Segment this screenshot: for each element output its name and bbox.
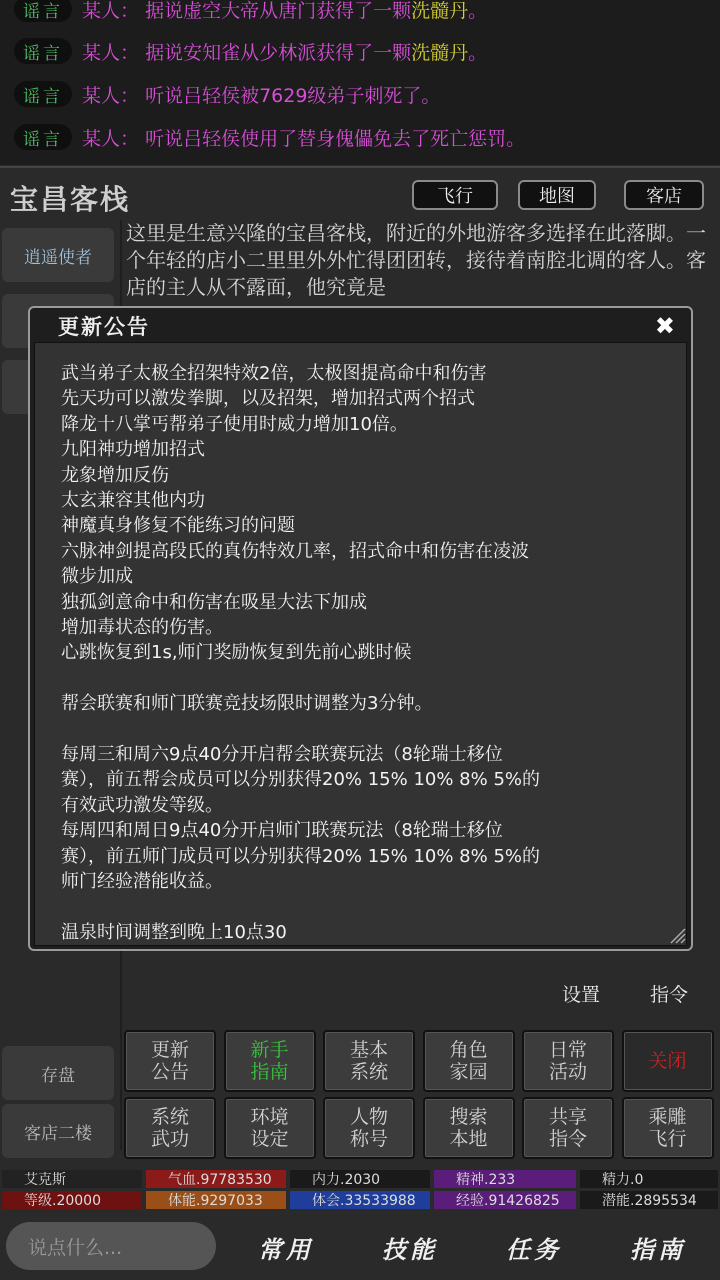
rumor-text: 听说吕轻侯使用了替身傀儡免去了死亡惩罚。 xyxy=(145,127,526,150)
dialog-body xyxy=(34,342,687,946)
location-description: 这里是生意兴隆的宝昌客栈，附近的外地游客多选择在此落脚。一个年轻的店小二里里外外忙得团团转，接待着南腔北调的客人。客店的主人从不露面，他究竟是 xyxy=(126,221,706,299)
chat-input[interactable]: 说点什么... xyxy=(6,1222,216,1270)
character-home-button[interactable]: 角色 家园 xyxy=(423,1030,515,1092)
rumor-speaker: 某人： xyxy=(82,0,140,22)
location-title: 宝昌客栈 xyxy=(10,183,131,216)
announcement-line: 有效武功激发等级。 xyxy=(61,794,223,816)
search-local-button[interactable]: 搜索 本地 xyxy=(423,1097,515,1159)
nav-skills[interactable]: 技能 xyxy=(382,1236,438,1264)
announcement-line: 九阳神功增加招式 xyxy=(61,439,205,461)
qianneng-stat: 潜能.2895534 xyxy=(580,1191,718,1209)
rumor-item-name: 洗髓丹 xyxy=(411,41,469,64)
announcement-line: 赛），前五师门成员可以分别获得20% 15% 10% 8% 5%的 xyxy=(61,845,541,867)
close-icon[interactable]: ✖ xyxy=(654,312,675,340)
tihui-stat: 体会.33533988 xyxy=(290,1191,430,1209)
announcement-line: 太玄兼容其他内功 xyxy=(61,490,205,512)
rumor-tag: 谣言 xyxy=(14,0,72,22)
close-button[interactable]: 关闭 xyxy=(622,1030,714,1092)
environment-settings-button[interactable]: 环境 设定 xyxy=(224,1097,316,1159)
announcement-line: 微步加成 xyxy=(61,566,133,588)
nav-common[interactable]: 常用 xyxy=(258,1236,314,1264)
upstairs-button[interactable]: 客店二楼 xyxy=(2,1104,114,1158)
save-button[interactable]: 存盘 xyxy=(2,1046,114,1100)
basic-system-button[interactable]: 基本 系统 xyxy=(323,1030,415,1092)
rumor-item: 谣言 某人： 据说虚空大帝从唐门获得了一颗洗髓丹。 xyxy=(14,0,487,24)
rumor-feed xyxy=(0,0,720,165)
rumor-item xyxy=(14,122,525,152)
announcement-line: 独孤剑意命中和伤害在吸星大法下加成 xyxy=(61,591,367,613)
spacer xyxy=(61,717,686,742)
rumor-speaker: 某人： xyxy=(82,84,140,107)
daily-activity-button[interactable]: 日常 活动 xyxy=(522,1030,614,1092)
rumor-tag: 谣言 xyxy=(14,124,72,150)
newbie-guide-button[interactable]: 新手 指南 xyxy=(224,1030,316,1092)
system-skills-button[interactable]: 系统 武功 xyxy=(124,1097,216,1159)
rumor-item xyxy=(14,79,440,109)
npc-button[interactable]: 逍遥使者 xyxy=(2,228,114,282)
nav-tasks[interactable]: 任务 xyxy=(506,1236,562,1264)
player-name: 艾克斯 xyxy=(2,1170,142,1188)
announcement-line: 心跳恢复到1s,师门奖励恢复到先前心跳时候 xyxy=(61,642,412,664)
character-title-button[interactable]: 人物 称号 xyxy=(323,1097,415,1159)
announcement-line: 武当弟子太极全招架特效2倍，太极图提高命中和伤害 xyxy=(61,363,487,384)
neili-stat: 内力.2030 xyxy=(290,1170,430,1188)
jingli-stat: 精力.0 xyxy=(580,1170,718,1188)
eagle-flight-button[interactable]: 乘雕 飞行 xyxy=(622,1097,714,1159)
rumor-item: 谣言 某人： 据说安知雀从少林派获得了一颗洗髓丹。 xyxy=(14,36,487,66)
fly-button[interactable]: 飞行 xyxy=(412,180,498,210)
announcement-line: 温泉时间调整到晚上10点30 xyxy=(61,921,287,943)
jingshen-stat: 精神.233 xyxy=(434,1170,576,1188)
inn-button[interactable]: 客店 xyxy=(624,180,704,210)
rumor-text: 听说吕轻侯被7629级弟子刺死了。 xyxy=(145,84,441,107)
nav-guide[interactable]: 指南 xyxy=(630,1236,686,1264)
update-notice-button[interactable]: 更新 公告 xyxy=(124,1030,216,1092)
announcement-line: 降龙十八掌丐帮弟子使用时威力增加10倍。 xyxy=(61,413,408,435)
rumor-tag: 谣言 xyxy=(14,81,72,107)
tineng-stat: 体能.9297033 xyxy=(146,1191,286,1209)
resize-handle-icon[interactable] xyxy=(667,925,687,945)
rumor-text: 据说虚空大帝从唐门获得了一颗 xyxy=(145,0,412,22)
hp-stat: 气血.97783530 xyxy=(146,1170,286,1188)
map-button[interactable]: 地图 xyxy=(518,180,596,210)
announcement-line: 先天功可以激发拳脚，以及招架，增加招式两个招式 xyxy=(61,388,475,410)
announcement-line: 帮会联赛和师门联赛竞技场限时调整为3分钟。 xyxy=(61,693,433,715)
rumor-tag: 谣言 xyxy=(14,38,72,64)
announcement-line: 师门经验潜能收益。 xyxy=(61,871,223,893)
spacer xyxy=(61,895,686,920)
announcement-dialog xyxy=(28,306,693,951)
shared-command-button[interactable]: 共享 指令 xyxy=(522,1097,614,1159)
settings-button[interactable]: 设置 xyxy=(562,984,601,1006)
spacer xyxy=(61,666,686,691)
announcement-line: 每周三和周六9点40分开启帮会联赛玩法（8轮瑞士移位 xyxy=(61,744,503,766)
announcement-line: 赛），前五帮会成员可以分别获得20% 15% 10% 8% 5%的 xyxy=(61,769,541,791)
exp-stat: 经验.91426825 xyxy=(434,1191,576,1209)
rumor-item-name: 洗髓丹 xyxy=(411,0,469,22)
command-button[interactable]: 指令 xyxy=(650,984,689,1006)
announcement-line: 增加毒状态的伤害。 xyxy=(61,617,223,639)
rumor-speaker: 某人： xyxy=(82,127,140,150)
announcement-line: 神魔真身修复不能练习的问题 xyxy=(61,515,295,537)
rumor-text: 据说安知雀从少林派获得了一颗 xyxy=(145,41,412,64)
announcement-line: 龙象增加反伤 xyxy=(61,464,169,486)
announcement-line: 六脉神剑提高段氏的真伤特效几率，招式命中和伤害在凌波 xyxy=(61,540,529,562)
announcement-line: 每周四和周日9点40分开启师门联赛玩法（8轮瑞士移位 xyxy=(61,820,503,842)
rumor-speaker: 某人： xyxy=(82,41,140,64)
dialog-title: 更新公告 xyxy=(58,315,150,339)
divider xyxy=(0,166,720,168)
level-stat: 等级.20000 xyxy=(2,1191,142,1209)
